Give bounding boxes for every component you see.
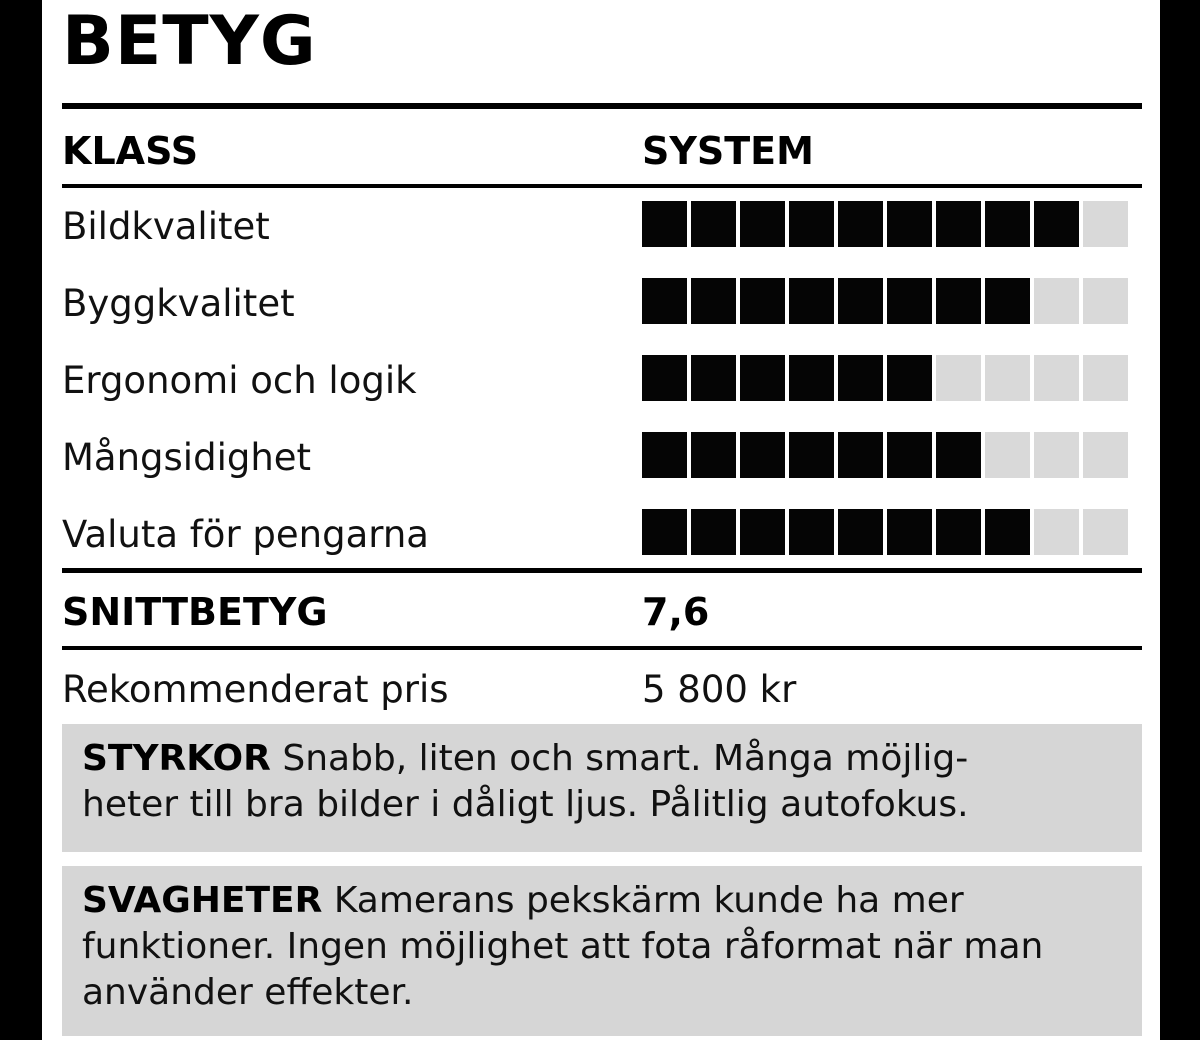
- rating-label-bildkvalitet: Bildkvalitet: [62, 205, 270, 248]
- rating-square-filled: [642, 278, 687, 324]
- weaknesses-text: Kamerans pekskärm kunde ha mer funktioner. Ingen möjlighet att fota råformat när man använder effekter.: [82, 880, 1044, 1013]
- rating-square-filled: [838, 432, 883, 478]
- rating-square-filled: [740, 432, 785, 478]
- rating-square-filled: [838, 355, 883, 401]
- rating-square-filled: [691, 201, 736, 247]
- strengths-box: [62, 724, 1142, 852]
- rating-square-filled: [740, 278, 785, 324]
- header-klass: KLASS: [62, 129, 199, 173]
- average-label: SNITTBETYG: [62, 590, 328, 634]
- rating-square-empty: [985, 355, 1030, 401]
- rating-square-filled: [642, 509, 687, 555]
- average-rule: [62, 646, 1142, 650]
- header-rule: [62, 184, 1142, 188]
- price-value: 5 800 kr: [642, 668, 797, 711]
- rating-square-filled: [1034, 201, 1079, 247]
- rating-meter-bildkvalitet: [642, 201, 1132, 247]
- rating-square-filled: [985, 278, 1030, 324]
- rating-meter-ergonomi: [642, 355, 1132, 401]
- strengths-heading: STYRKOR: [82, 738, 271, 779]
- rating-square-filled: [691, 432, 736, 478]
- rating-meter-valuta: [642, 509, 1132, 555]
- left-border: [0, 0, 42, 1040]
- rating-square-filled: [740, 509, 785, 555]
- rating-square-empty: [1034, 355, 1079, 401]
- rating-label-mangsidighet: Mångsidighet: [62, 436, 312, 479]
- rating-square-filled: [789, 355, 834, 401]
- rating-square-empty: [1034, 509, 1079, 555]
- rating-square-filled: [887, 509, 932, 555]
- rating-square-filled: [936, 509, 981, 555]
- rating-square-filled: [789, 201, 834, 247]
- weaknesses-box: [62, 866, 1142, 1036]
- rating-square-filled: [691, 509, 736, 555]
- rating-square-filled: [985, 201, 1030, 247]
- rating-square-filled: [936, 278, 981, 324]
- rating-square-empty: [936, 355, 981, 401]
- rating-meter-mangsidighet: [642, 432, 1132, 478]
- rating-square-filled: [789, 278, 834, 324]
- rating-square-empty: [1034, 432, 1079, 478]
- rating-square-empty: [985, 432, 1030, 478]
- header-system: SYSTEM: [642, 129, 814, 173]
- price-label: Rekommenderat pris: [62, 668, 449, 711]
- rating-meter-byggkvalitet: [642, 278, 1132, 324]
- rating-square-filled: [985, 509, 1030, 555]
- average-value: 7,6: [642, 590, 710, 634]
- top-rule: [62, 103, 1142, 109]
- page-title: BETYG: [62, 2, 317, 81]
- ratings-bottom-rule: [62, 568, 1142, 573]
- rating-square-filled: [789, 432, 834, 478]
- rating-square-filled: [887, 201, 932, 247]
- rating-square-empty: [1083, 201, 1128, 247]
- right-border: [1160, 0, 1200, 1040]
- rating-square-filled: [887, 432, 932, 478]
- weaknesses-heading: SVAGHETER: [82, 880, 323, 921]
- rating-square-filled: [838, 509, 883, 555]
- rating-square-filled: [887, 355, 932, 401]
- rating-square-filled: [936, 432, 981, 478]
- rating-square-empty: [1083, 355, 1128, 401]
- rating-square-filled: [936, 201, 981, 247]
- rating-square-empty: [1034, 278, 1079, 324]
- strengths-text: Snabb, liten och smart. Många möjlig- heter till bra bilder i dåligt ljus. Pålitlig autofokus.: [82, 738, 969, 825]
- rating-square-filled: [642, 201, 687, 247]
- rating-square-filled: [740, 355, 785, 401]
- rating-square-filled: [642, 355, 687, 401]
- rating-square-filled: [838, 201, 883, 247]
- rating-square-filled: [691, 278, 736, 324]
- rating-label-byggkvalitet: Byggkvalitet: [62, 282, 295, 325]
- rating-square-empty: [1083, 432, 1128, 478]
- rating-square-empty: [1083, 278, 1128, 324]
- rating-square-filled: [789, 509, 834, 555]
- rating-square-filled: [642, 432, 687, 478]
- rating-label-valuta: Valuta för pengarna: [62, 513, 429, 556]
- rating-square-filled: [740, 201, 785, 247]
- rating-square-filled: [887, 278, 932, 324]
- rating-square-filled: [838, 278, 883, 324]
- rating-square-empty: [1083, 509, 1128, 555]
- rating-label-ergonomi: Ergonomi och logik: [62, 359, 417, 402]
- rating-square-filled: [691, 355, 736, 401]
